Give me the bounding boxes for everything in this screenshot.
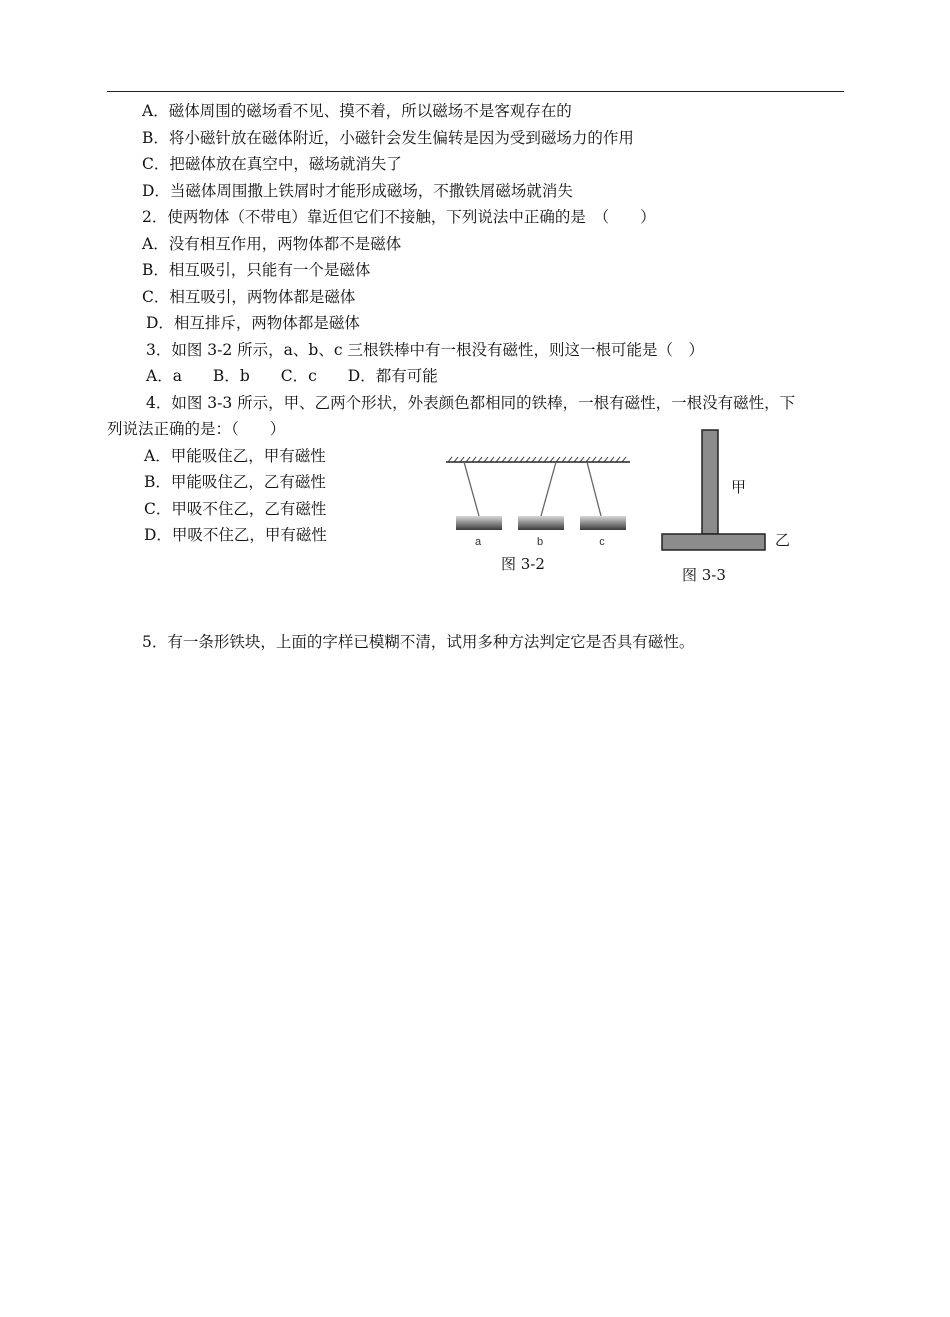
q4-option-d: D．甲吸不住乙，甲有磁性 xyxy=(144,526,327,544)
header-rule xyxy=(107,91,844,92)
q3-stem: 3．如图 3-2 所示，a、b、c 三根铁棒中有一根没有磁性，则这一根可能是（ ） xyxy=(146,341,704,359)
figure-3-2 xyxy=(440,448,640,548)
bar-label-c: c xyxy=(599,536,605,548)
q1-option-d: D．当磁体周围撒上铁屑时才能形成磁场，不撒铁屑磁场就消失 xyxy=(142,182,573,200)
q1-option-a: A．磁体周围的磁场看不见、摸不着，所以磁场不是客观存在的 xyxy=(142,102,572,120)
q4-option-a: A．甲能吸住乙，甲有磁性 xyxy=(144,447,326,465)
iron-bar-b xyxy=(518,516,564,530)
bar-label-b: b xyxy=(536,536,544,548)
bar-label-jia: 甲 xyxy=(731,478,747,496)
q3-options: A．a B．b C．c D．都有可能 xyxy=(146,367,438,385)
q2-option-d: D．相互排斥，两物体都是磁体 xyxy=(146,314,360,332)
q1-option-c: C．把磁体放在真空中，磁场就消失了 xyxy=(142,155,402,173)
iron-bar-c xyxy=(580,516,626,530)
bar-label-yi: 乙 xyxy=(775,531,791,549)
iron-bar-a xyxy=(456,516,502,530)
string-a xyxy=(464,462,479,516)
q2-option-c: C．相互吸引，两物体都是磁体 xyxy=(142,288,356,306)
q4-stem-line2: 列说法正确的是：（ ） xyxy=(107,420,286,438)
figure-3-2-caption: 图 3-2 xyxy=(501,555,545,573)
string-c xyxy=(587,462,601,516)
iron-bar-yi xyxy=(662,534,765,550)
q4-option-b: B．甲能吸住乙，乙有磁性 xyxy=(144,473,326,491)
q1-option-b: B．将小磁针放在磁体附近，小磁针会发生偏转是因为受到磁场力的作用 xyxy=(142,129,634,147)
figure-3-3-caption: 图 3-3 xyxy=(682,566,726,584)
q2-option-b: B．相互吸引，只能有一个是磁体 xyxy=(142,261,371,279)
iron-bar-jia xyxy=(702,430,718,534)
q4-stem-line1: 4．如图 3-3 所示，甲、乙两个形状，外表颜色都相同的铁棒，一根有磁性，一根没有磁性，下 xyxy=(146,394,796,412)
q2-option-a: A．没有相互作用，两物体都不是磁体 xyxy=(142,235,402,253)
ceiling xyxy=(446,457,630,462)
string-b xyxy=(541,462,556,516)
q5-stem: 5．有一条形铁块，上面的字样已模糊不清，试用多种方法判定它是否具有磁性。 xyxy=(142,633,695,651)
bar-label-a: a xyxy=(474,536,482,548)
q4-option-c: C．甲吸不住乙，乙有磁性 xyxy=(144,500,327,518)
q2-stem: 2．使两物体（不带电）靠近但它们不接触，下列说法中正确的是 （ ） xyxy=(142,208,656,226)
